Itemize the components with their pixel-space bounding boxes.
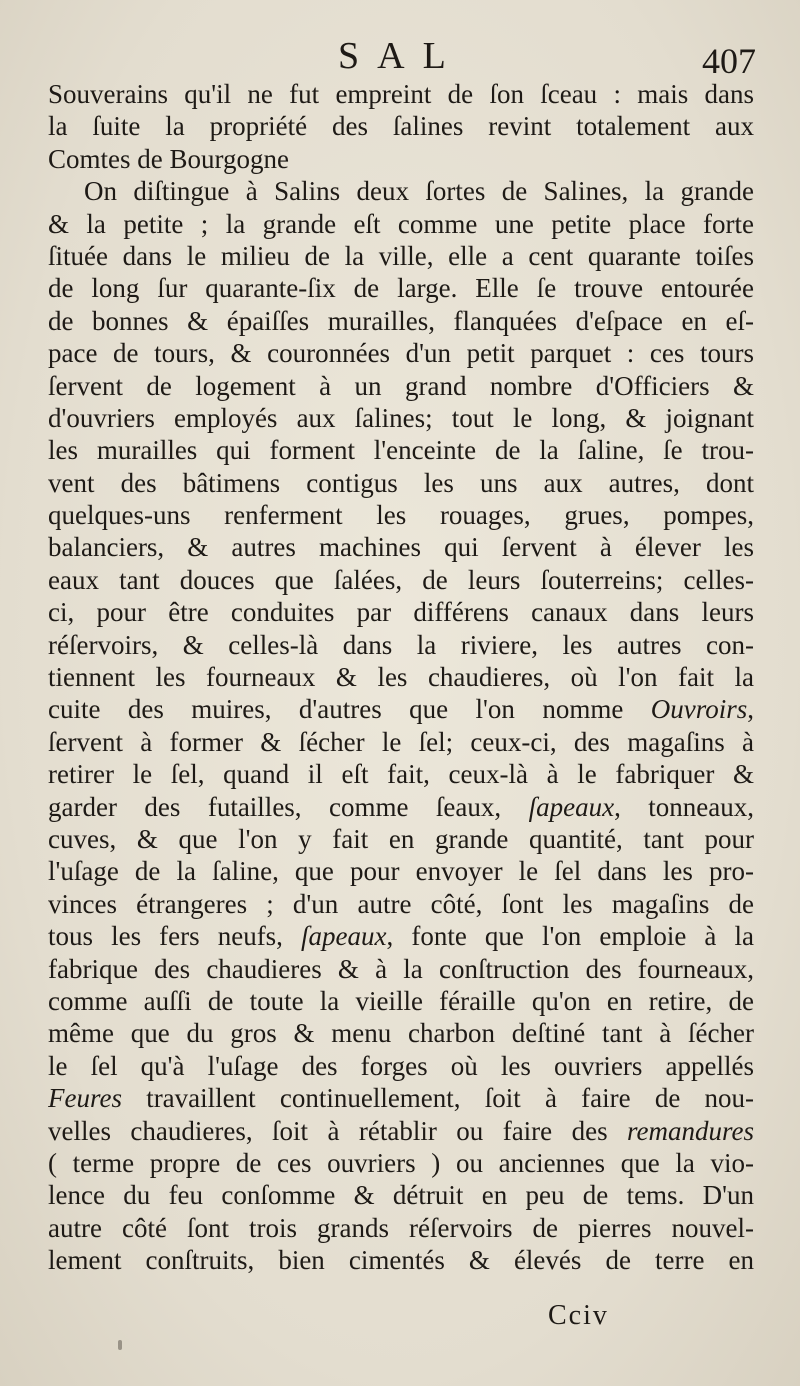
page-header	[0, 30, 800, 80]
text-line: balanciers, & autres machines qui ſervent à élever les	[48, 532, 754, 563]
text-line: Comtes de Bourgogne	[48, 143, 289, 174]
text-line: ſituée dans le milieu de la ville, elle a cent quarante toiſes	[48, 240, 754, 271]
text-line: vinces étrangeres ; d'un autre côté, ſont les magaſins de	[48, 888, 754, 919]
text-segment: tous les fers neufs,	[48, 921, 302, 952]
text-line: de bonnes & épaiſſes murailles, flanquées d'eſpace en eſ-	[48, 305, 754, 336]
text-line: ſervent à former & ſécher le ſel; ceux-ci, des magaſins à	[48, 726, 754, 757]
italic-term: Ouvroirs	[650, 694, 748, 725]
text-line: l'uſage de la ſaline, que pour envoyer le ſel dans les pro-	[48, 856, 754, 887]
text-segment: cuite des muires, d'autres que l'on nomme	[48, 694, 651, 725]
text-line	[48, 791, 754, 823]
page-number: 407	[702, 41, 756, 81]
text-line	[48, 920, 754, 952]
text-line: comme auſſi de toute la vieille féraille qu'on en retire, de	[48, 985, 754, 1016]
text-line: lence du feu conſomme & détruit en peu de tems. D'un	[48, 1180, 754, 1211]
text-line: fabrique des chaudieres & à la conſtruction des fourneaux,	[48, 953, 754, 984]
text-line: tiennent les fourneaux & les chaudieres, où l'on fait la	[48, 662, 754, 693]
italic-term: ſapeaux	[301, 921, 387, 952]
text-line: ſervent de logement à un grand nombre d'Officiers &	[48, 370, 754, 401]
text-line: vent des bâtimens contigus les uns aux autres, dont	[48, 467, 754, 498]
text-segment: ,	[747, 694, 754, 725]
text-line: cuves, & que l'on y fait en grande quantité, tant pour	[48, 823, 754, 854]
text-line: retirer le ſel, quand il eſt fait, ceux-là à le fabriquer &	[48, 759, 754, 790]
text-line: quelques-uns renferment les rouages, grues, pompes,	[48, 500, 754, 531]
italic-term: remandures	[627, 1115, 754, 1146]
text-line: lement conſtruits, bien cimentés & élevés de terre en	[48, 1245, 754, 1276]
text-line: le ſel qu'à l'uſage des forges où les ouvriers appellés	[48, 1050, 754, 1081]
body-text	[48, 78, 754, 1276]
text-segment: travaillent continuellement, ſoit à faire de nou-	[121, 1083, 754, 1114]
text-line	[48, 1115, 754, 1147]
text-line: ( terme propre de ces ouvriers ) ou anciennes que la vio-	[48, 1147, 754, 1178]
signature-mark: Cciv	[548, 1300, 609, 1331]
italic-term: ſapeaux	[528, 791, 615, 822]
italic-term: Feures	[48, 1083, 122, 1114]
text-line: Souverains qu'il ne fut empreint de ſon ſceau : mais dans	[48, 79, 754, 109]
text-line: eaux tant douces que ſalées, de leurs ſouterreins; celles-	[48, 564, 754, 595]
text-line: ci, pour être conduites par différens canaux dans leurs	[48, 597, 754, 628]
text-segment: garder des futailles, comme ſeaux,	[48, 791, 529, 822]
text-segment: velles chaudieres, ſoit à rétablir ou faire des	[48, 1115, 628, 1146]
text-line	[48, 1082, 754, 1114]
text-line: les murailles qui forment l'enceinte de la ſaline, ſe trou-	[48, 435, 754, 466]
text-line: de long ſur quarante-ſix de large. Elle ſe trouve entourée	[48, 273, 754, 304]
text-line: pace de tours, & couronnées d'un petit parquet : ces tours	[48, 338, 754, 369]
text-line: & la petite ; la grande eſt comme une petite place forte	[48, 208, 754, 239]
paper-speck	[118, 1340, 122, 1350]
text-segment: , tonneaux,	[614, 791, 754, 822]
text-line: On diſtingue à Salins deux ſortes de Salines, la grande	[84, 176, 754, 207]
text-line: autre côté ſont trois grands réſervoirs de pierres nouvel-	[48, 1212, 754, 1243]
text-line	[48, 693, 754, 725]
running-head: SAL	[338, 35, 464, 77]
text-line: d'ouvriers employés aux ſalines; tout le long, & joignant	[48, 402, 754, 433]
text-segment: , fonte que l'on emploie à la	[386, 921, 754, 952]
text-line: même que du gros & menu charbon deſtiné tant à ſécher	[48, 1018, 754, 1049]
text-line: réſervoirs, & celles-là dans la riviere, les autres con-	[48, 629, 754, 660]
text-line: la ſuite la propriété des ſalines revint totalement aux	[48, 111, 754, 142]
